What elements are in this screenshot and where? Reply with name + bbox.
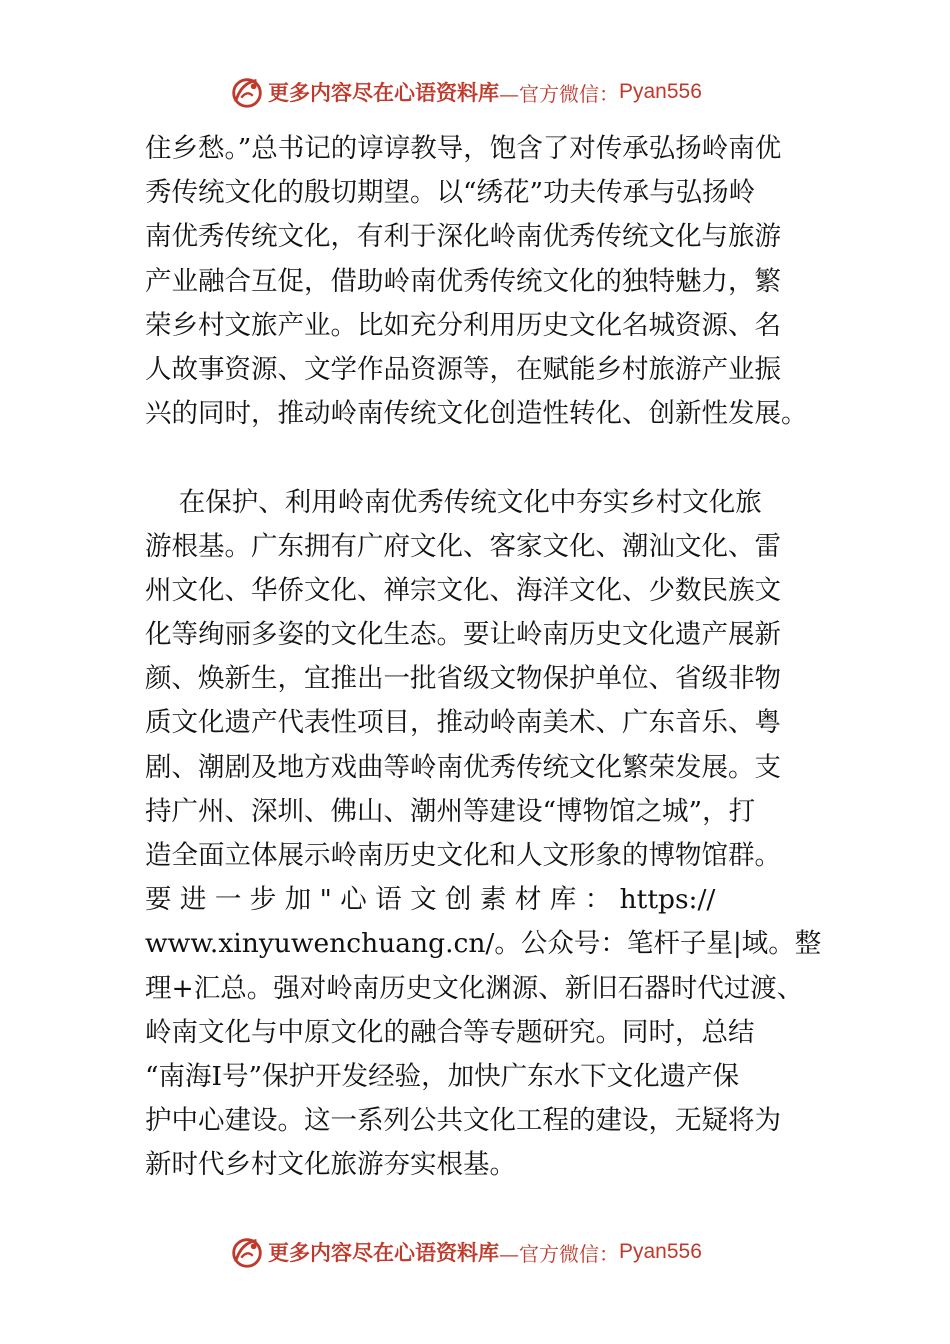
paragraph-gap — [145, 436, 810, 480]
banner-wechat-id: Pyan556 — [619, 80, 702, 103]
text-line: 州文化、华侨文化、禅宗文化、海洋文化、少数民族文 — [145, 574, 781, 606]
text-line: 持广州、深圳、佛山、潮州等建设“博物馆之城”，打 — [145, 795, 756, 827]
text-line: 理+汇总。强对岭南历史文化渊源、新旧石器时代过渡、 — [145, 972, 804, 1004]
text-line: 剧、潮剧及地方戏曲等岭南优秀传统文化繁荣发展。支 — [145, 751, 781, 783]
library-logo-icon — [228, 1233, 266, 1271]
text-line: 在保护、利用岭南优秀传统文化中夯实乡村文化旅 — [145, 486, 762, 518]
paragraph — [145, 481, 822, 1188]
text-line: 秀传统文化的殷切期望。以“绣花”功夫传承与弘扬岭 — [145, 177, 756, 209]
text-line: “南海Ⅰ号”保护开发经验，加快广东水下文化遗产保 — [145, 1060, 740, 1092]
text-line: 游根基。广东拥有广府文化、客家文化、潮汕文化、雷 — [145, 530, 781, 562]
text-line: 岭南文化与中原文化的融合等专题研究。同时，总结 — [145, 1016, 755, 1048]
text-line: 要 进 一 步 加 " 心 语 文 创 素 材 库 ： https:// — [145, 884, 716, 916]
text-line: 兴的同时，推动岭南传统文化创造性转化、创新性发展。 — [145, 398, 808, 430]
text-line: 新时代乡村文化旅游夯实根基。 — [145, 1149, 516, 1181]
document-body — [145, 127, 822, 1188]
banner-sub-text: —官方微信： — [499, 1241, 619, 1266]
text-line: 人故事资源、文学作品资源等，在赋能乡村旅游产业振 — [145, 353, 781, 385]
text-line: 质文化遗产代表性项目，推动岭南美术、广东音乐、粤 — [145, 707, 781, 739]
text-line: 颜、焕新生，宜推出一批省级文物保护单位、省级非物 — [145, 663, 781, 695]
banner-main-text: 更多内容尽在心语资料库 — [268, 1240, 499, 1265]
text-line: 化等绚丽多姿的文化生态。要让岭南历史文化遗产展新 — [145, 619, 781, 651]
paragraph — [145, 127, 810, 436]
footer-banner — [228, 1232, 702, 1272]
text-line: 产业融合互促，借助岭南优秀传统文化的独特魅力，繁 — [145, 265, 781, 297]
library-logo-icon — [228, 73, 266, 111]
text-line: 住乡愁。”总书记的谆谆教导，饱含了对传承弘扬岭南优 — [145, 133, 782, 164]
text-line: 荣乡村文旅产业。比如充分利用历史文化名城资源、名 — [145, 309, 781, 341]
header-banner — [228, 72, 702, 112]
banner-wechat-id: Pyan556 — [619, 1240, 702, 1263]
banner-sub-text: —官方微信： — [499, 81, 619, 106]
text-line: 护中心建设。这一系列公共文化工程的建设，无疑将为 — [145, 1105, 781, 1137]
banner-main-text: 更多内容尽在心语资料库 — [268, 80, 499, 105]
text-line: 造全面立体展示岭南历史文化和人文形象的博物馆群。 — [145, 840, 781, 871]
text-line: 南优秀传统文化，有利于深化岭南优秀传统文化与旅游 — [145, 221, 781, 253]
text-line: www.xinyuwenchuang.cn/。公众号：笔杆子星|域。整 — [145, 928, 822, 960]
